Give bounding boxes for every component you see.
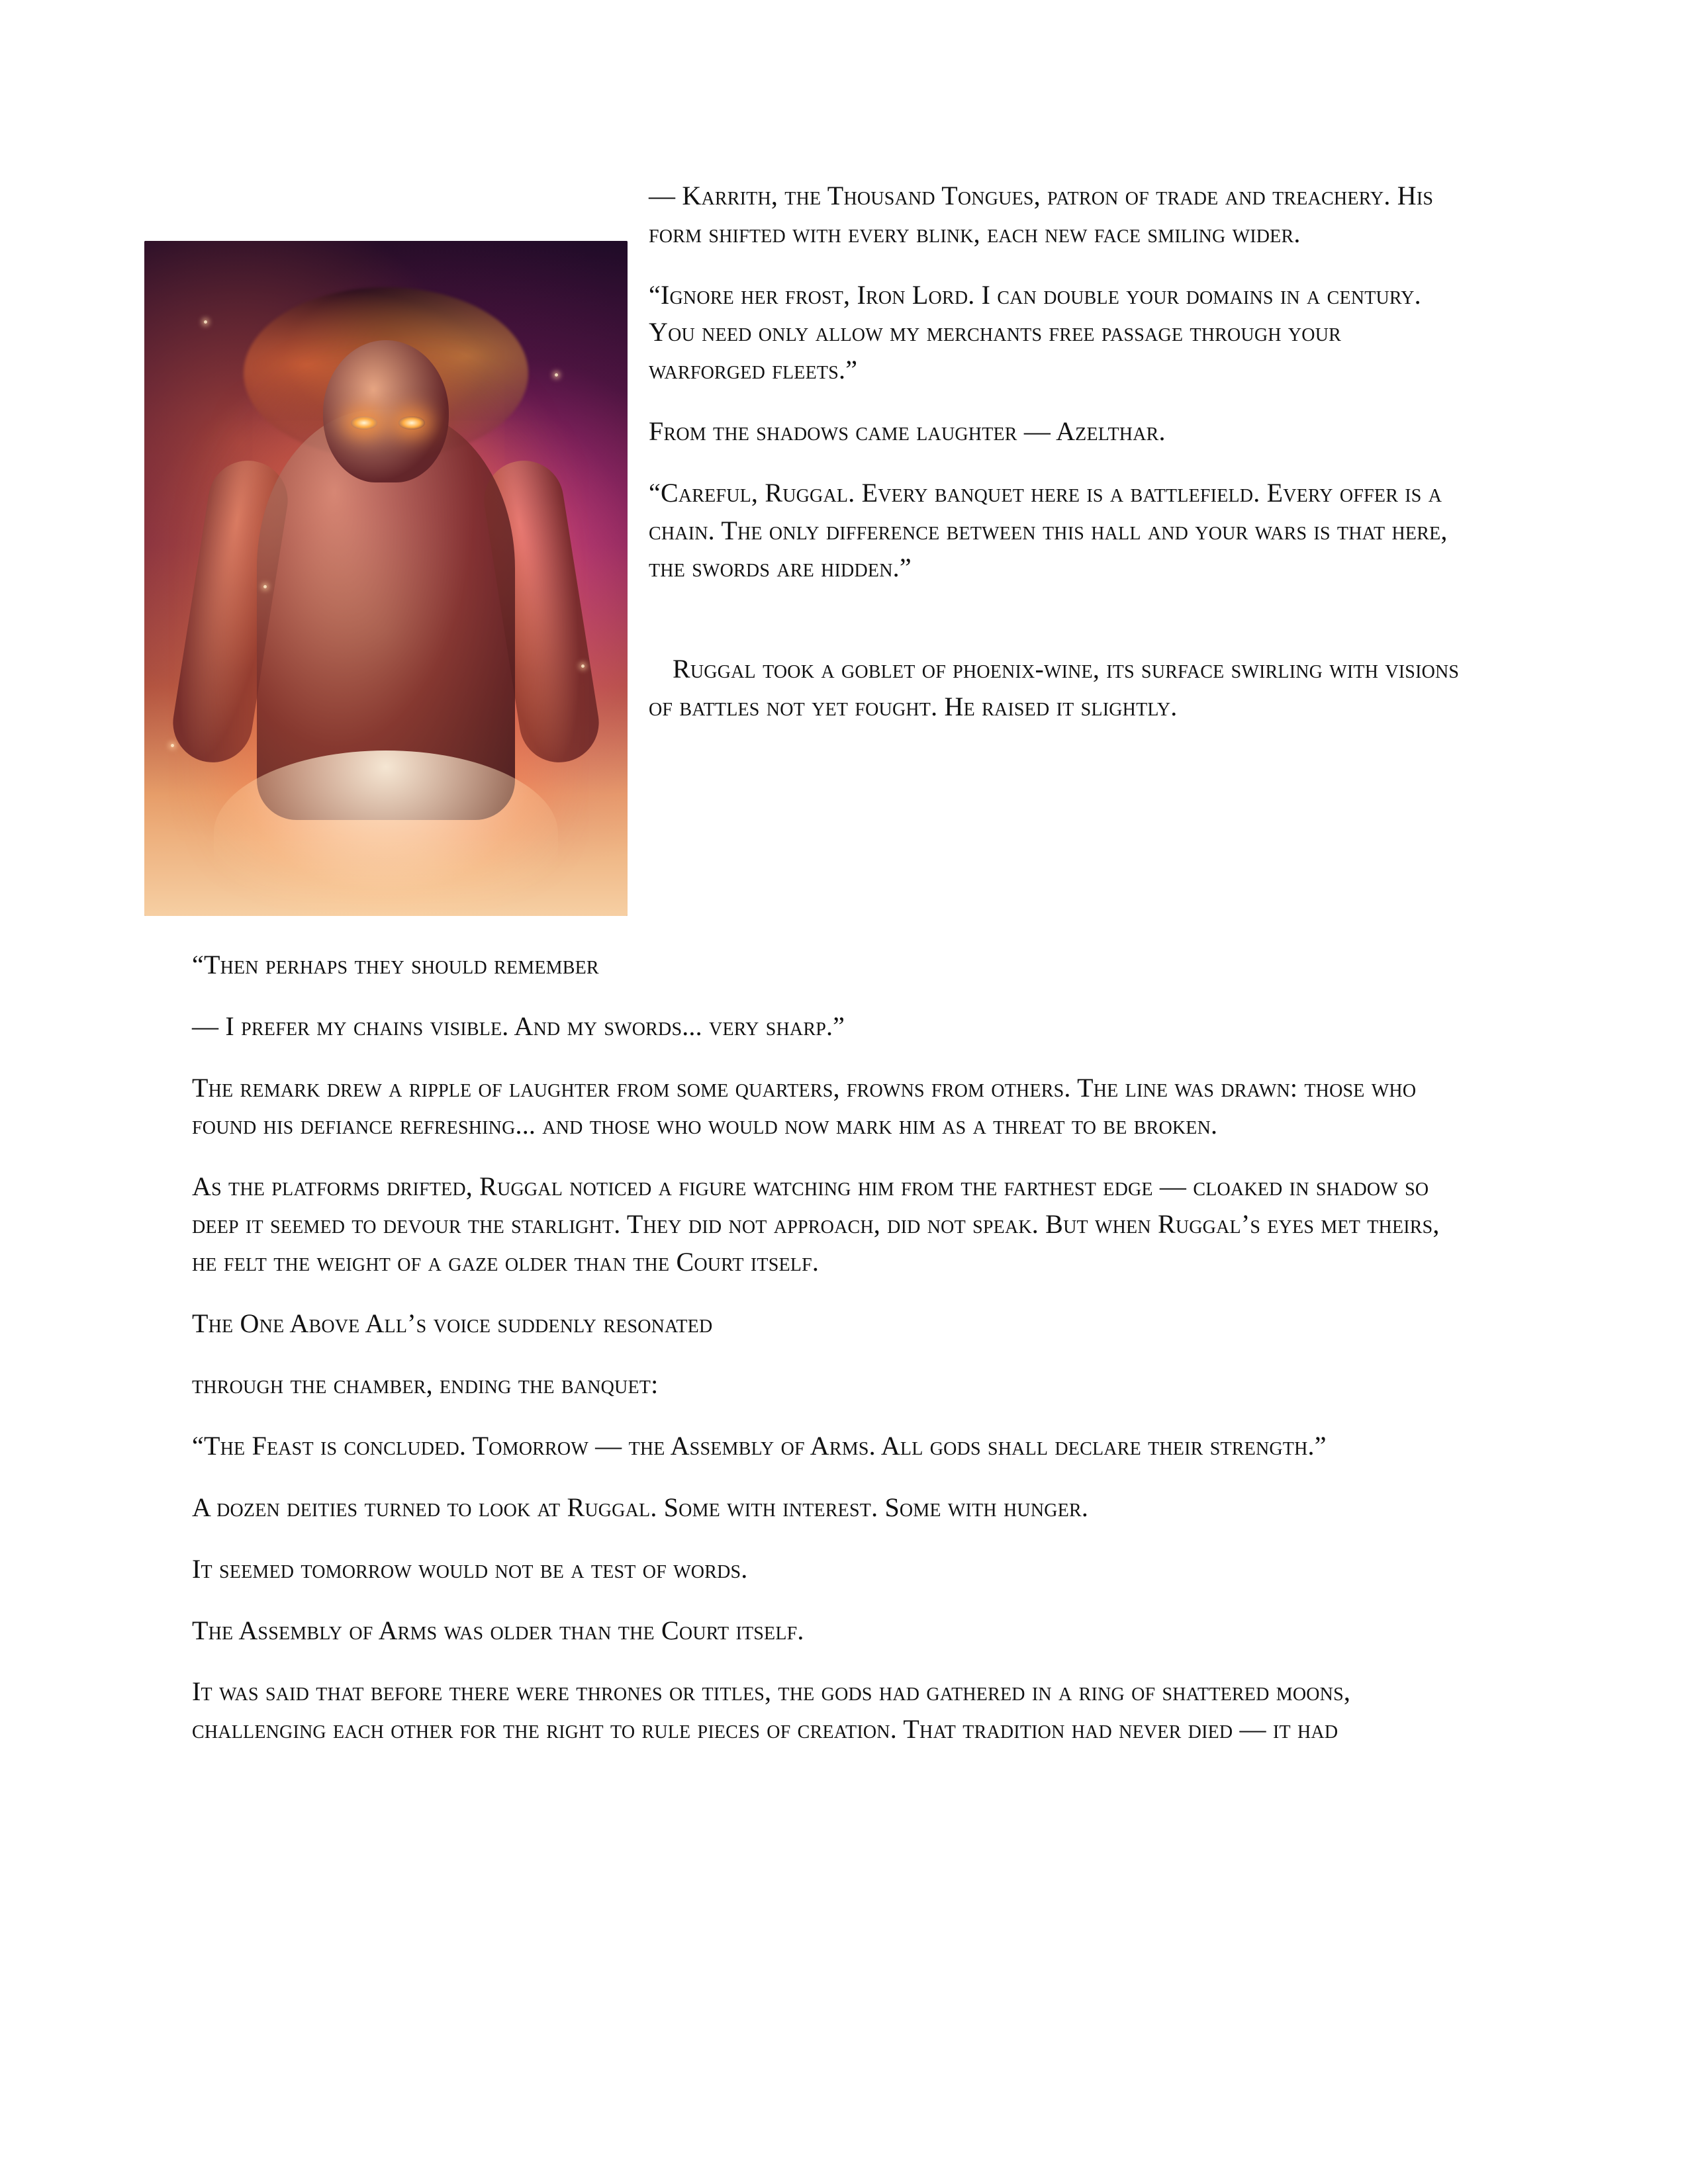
spark-icon — [204, 320, 207, 324]
glowing-eye-right — [399, 416, 425, 430]
paragraph: — Karrith, the Thousand Tongues, patron of trade and treachery. His form shifted with every blink, each new face smiling wider. — [649, 181, 1434, 248]
paragraph: — I prefer my chains visible. And my swords... very sharp.” — [192, 1011, 845, 1041]
cloth-shape — [214, 751, 558, 916]
paragraph: The remark drew a ripple of laughter from some quarters, frowns from others. The line was drawn: those who found his defiance refreshing... and those who would now mark him as a threat to be broken. — [192, 1072, 1417, 1140]
paragraph: It seemed tomorrow would not be a test of words. — [192, 1553, 748, 1584]
paragraph: through the chamber, ending the banquet: — [192, 1369, 659, 1400]
glowing-eye-left — [351, 416, 377, 430]
paragraph: “The Feast is concluded. Tomorrow — the Assembly of Arms. All gods shall declare their strength.” — [192, 1431, 1327, 1461]
paragraph: “Careful, Ruggal. Every banquet here is a battlefield. Every offer is a chain. The only difference between this hall and your wars is that here, the swords are hidden.” — [649, 477, 1448, 583]
paragraph: “Ignore her frost, Iron Lord. I can double your domains in a century. You need only allow my merchants free passage through your warforged fleets.” — [649, 279, 1421, 385]
paragraph-spacer — [649, 611, 1463, 651]
paragraph: The Assembly of Arms was older than the Court itself. — [192, 1615, 804, 1645]
spark-icon — [171, 744, 174, 747]
paragraph: A dozen deities turned to look at Ruggal. Some with interest. Some with hunger. — [192, 1492, 1089, 1522]
spark-icon — [581, 664, 585, 668]
spark-icon — [555, 373, 558, 377]
spark-icon — [263, 585, 267, 588]
wrapped-text-column — [649, 177, 1463, 750]
body-text-column — [192, 946, 1470, 1772]
paragraph: From the shadows came laughter — Azelthar. — [649, 416, 1166, 446]
chapter-illustration — [144, 241, 628, 916]
paragraph: Ruggal took a goblet of phoenix-wine, its surface swirling with visions of battles not yet fought. He raised it slightly. — [649, 654, 1460, 721]
head-shape — [323, 340, 449, 482]
paragraph: As the platforms drifted, Ruggal noticed a figure watching him from the farthest edge — cloaked in shadow so deep it seemed to devour the starlight. They did not approach, did not speak. But when Ruggal’s eyes met theirs, he felt the weight of a gaze older than the Court itself. — [192, 1171, 1440, 1277]
paragraph: “Then perhaps they should remember — [192, 950, 599, 979]
paragraph: The One Above All’s voice suddenly resonated — [192, 1308, 713, 1338]
paragraph: It was said that before there were thrones or titles, the gods had gathered in a ring of shattered moons, challenging each other for the right to rule pieces of creation. That tradition had never died — it had — [192, 1676, 1351, 1745]
